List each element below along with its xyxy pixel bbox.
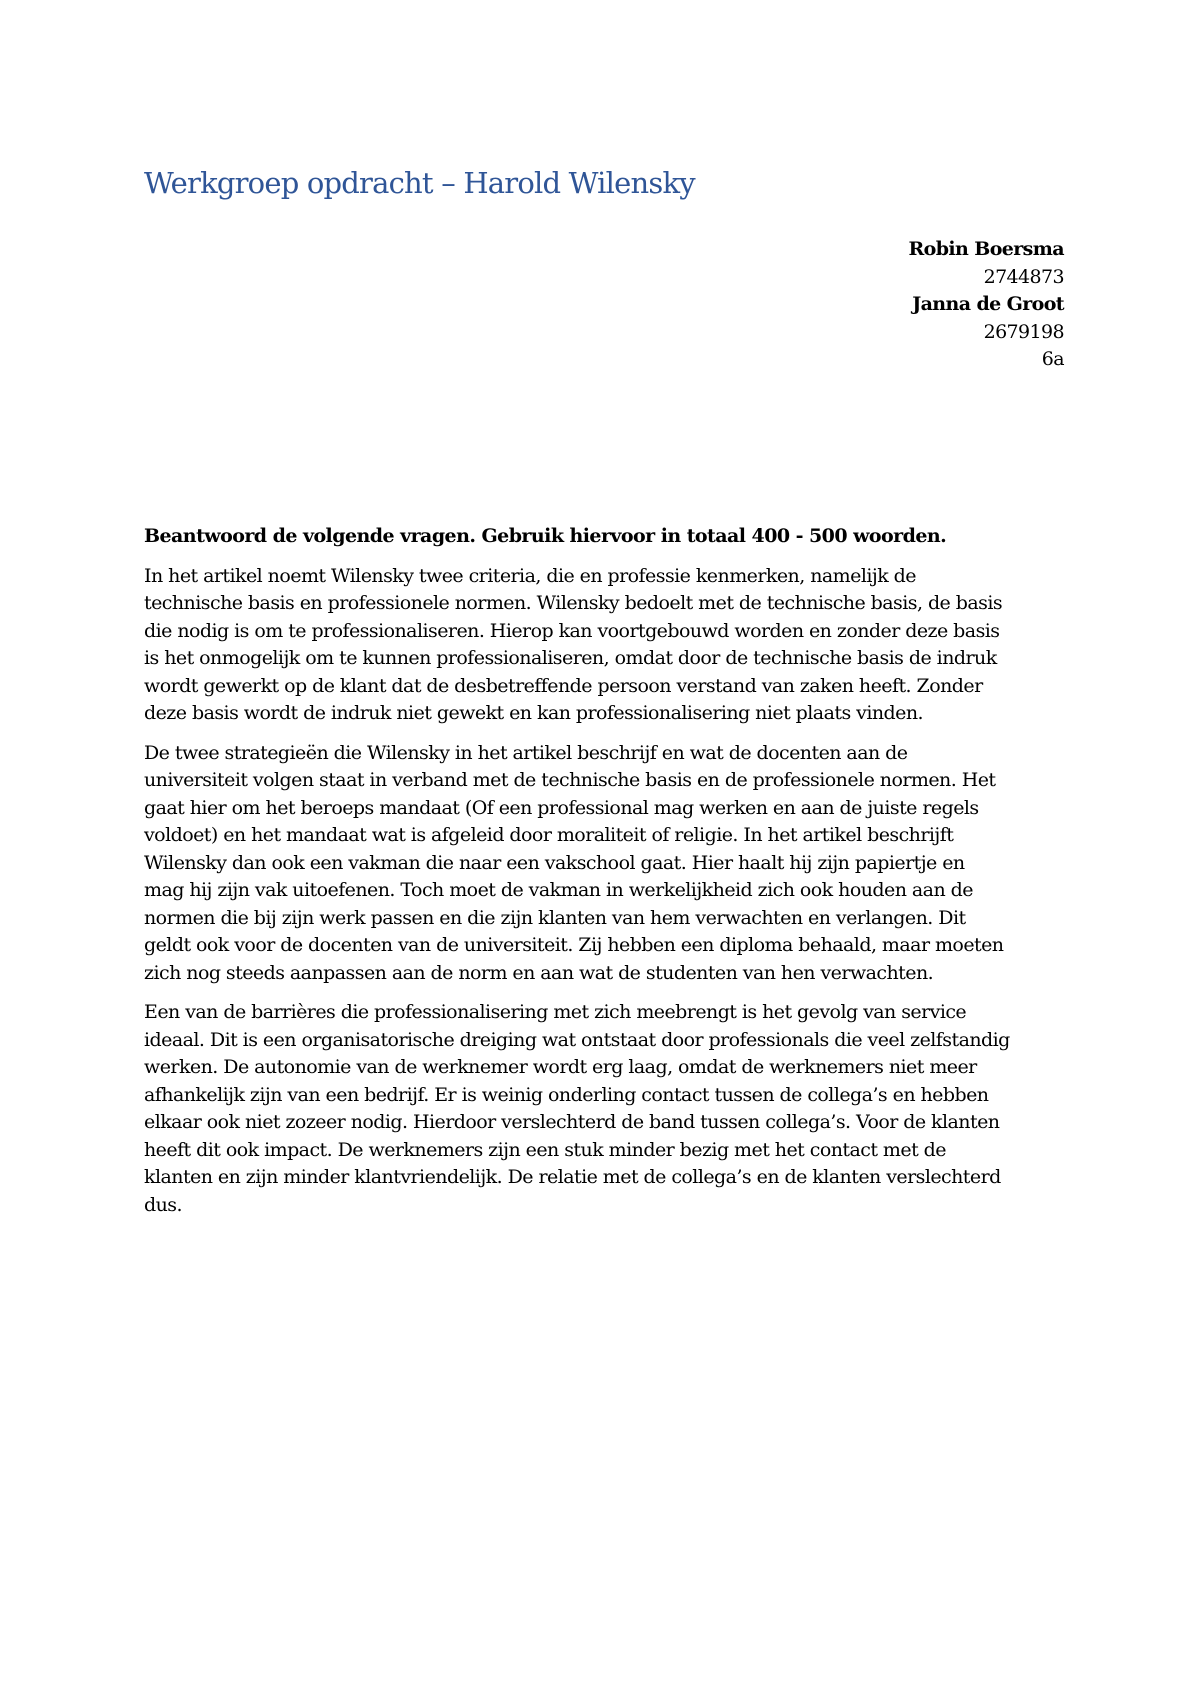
paragraph-line: klanten en zijn minder klantvriendelijk. De relatie met de collega’s en de klanten verslechterd bbox=[144, 1166, 1001, 1188]
student-number: 2744873 bbox=[983, 265, 1064, 288]
paragraph-line: die nodig is om te professionaliseren. Hierop kan voortgebouwd worden en zonder deze basis bbox=[144, 619, 1000, 642]
paragraph-line: geldt ook voor de docenten van de universiteit. Zij hebben een diploma behaald, maar moeten bbox=[144, 934, 1004, 956]
paragraph-line: technische basis en professionele normen. Wilensky bedoelt met de technische basis, de basis bbox=[144, 592, 1003, 614]
author-name: Robin Boersma bbox=[908, 238, 1064, 260]
paragraph-line: wordt gewerkt op de klant dat de desbetreffende persoon verstand van zaken heeft. Zonder bbox=[144, 674, 983, 697]
paragraph-line: mag hij zijn vak uitoefenen. Toch moet de vakman in werkelijkheid zich ook houden aan de bbox=[144, 879, 973, 901]
author-block bbox=[908, 236, 1064, 374]
paragraph-line: zich nog steeds aanpassen aan de norm en aan wat de studenten van hen verwachten. bbox=[144, 961, 934, 984]
student-number: 2679198 bbox=[983, 320, 1064, 343]
paragraph-line: voldoet) en het mandaat wat is afgeleid door moraliteit of religie. In het artikel beschrijft bbox=[144, 824, 954, 846]
paragraph-line: elkaar ook niet zozeer nodig. Hierdoor verslechterd de band tussen collega’s. Voor de klanten bbox=[144, 1111, 1000, 1133]
assignment-question: Beantwoord de volgende vragen. Gebruik hiervoor in totaal 400 - 500 woorden. bbox=[144, 525, 947, 547]
paragraph-line: werken. De autonomie van de werknemer wordt erg laag, omdat de werknemers niet meer bbox=[144, 1056, 977, 1078]
paragraph-line: Een van de barrières die professionalisering met zich meebrengt is het gevolg van service bbox=[144, 1001, 967, 1023]
paragraph-line: afhankelijk zijn van een bedrijf. Er is weinig onderling contact tussen de collega’s en hebben bbox=[144, 1083, 989, 1106]
paragraph-line: heeft dit ook impact. De werknemers zijn een stuk minder bezig met het contact met de bbox=[144, 1138, 946, 1161]
paragraph-line: is het onmogelijk om te kunnen professionaliseren, omdat door de technische basis de indruk bbox=[144, 647, 997, 669]
group-label: 6a bbox=[1041, 348, 1064, 370]
paragraph-line: In het artikel noemt Wilensky twee criteria, die en professie kenmerken, namelijk de bbox=[144, 564, 916, 587]
paragraph-line: De twee strategieën die Wilensky in het artikel beschrijf en wat de docenten aan de bbox=[144, 741, 908, 764]
paragraph-technical-basis bbox=[144, 563, 1068, 728]
paragraph-line: Wilensky dan ook een vakman die naar een vakschool gaat. Hier haalt hij zijn papiertje en bbox=[144, 851, 965, 874]
document-body bbox=[144, 523, 1068, 1231]
paragraph-barriers bbox=[144, 999, 1068, 1219]
paragraph-strategies bbox=[144, 740, 1068, 988]
author-name: Janna de Groot bbox=[912, 293, 1064, 315]
paragraph-line: universiteit volgen staat in verband met de technische basis en de professionele normen. Het bbox=[144, 769, 996, 791]
paragraph-line: dus. bbox=[144, 1193, 182, 1216]
document-title: Werkgroep opdracht – Harold Wilensky bbox=[144, 166, 695, 200]
paragraph-line: normen die bij zijn werk passen en die zijn klanten van hem verwachten en verlangen. Dit bbox=[144, 906, 966, 929]
paragraph-line: gaat hier om het beroeps mandaat (Of een professional mag werken en aan de juiste regels bbox=[144, 796, 979, 819]
paragraph-line: deze basis wordt de indruk niet gewekt en kan professionalisering niet plaats vinden. bbox=[144, 702, 924, 724]
paragraph-line: ideaal. Dit is een organisatorische dreiging wat ontstaat door professionals die veel zelfstandig bbox=[144, 1028, 1010, 1051]
